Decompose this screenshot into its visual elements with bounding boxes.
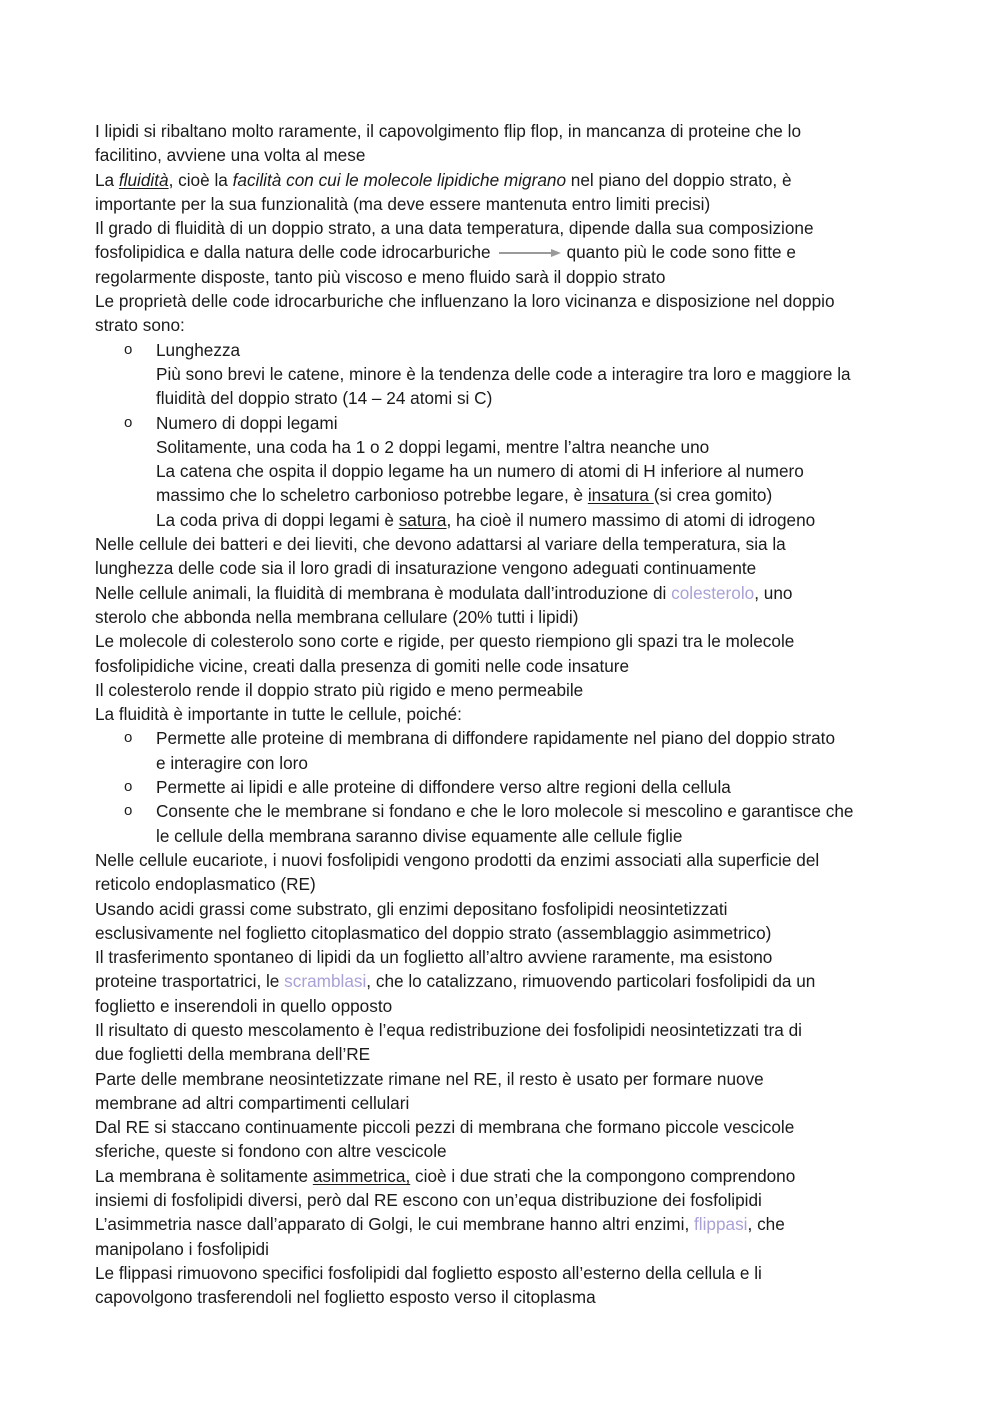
term-fluidita: fluidità — [118, 169, 169, 190]
text-line: Parte delle membrane neosintetizzate rimane nel RE, il resto è usato per formare nuove — [95, 1068, 764, 1089]
term-satura: satura — [398, 509, 447, 530]
text-line: facilitino, avviene una volta al mese — [95, 145, 366, 166]
text-line: proteine trasportatrici, le scramblasi, che lo catalizzano, rimuovendo particolari fosfolipidi da un — [95, 971, 816, 992]
term-insatura: insatura — [587, 485, 654, 506]
text-line: fosfolipidica e dalla natura delle code idrocarburiche quanto più le code sono fitte e — [95, 242, 796, 263]
bullet-marker: o — [124, 340, 133, 358]
text-line: sterolo che abbonda nella membrana cellulare (20% tutti i lipidi) — [95, 606, 579, 627]
text-line: La fluidità, cioè la facilità con cui le molecole lipidiche migrano nel piano del doppio strato, è — [95, 169, 792, 190]
bullet-marker: o — [124, 729, 133, 747]
text-line: Il risultato di questo mescolamento è l’equa redistribuzione dei fosfolipidi neosintetizzati tra di — [95, 1019, 802, 1040]
text-line: esclusivamente nel foglietto citoplasmatico del doppio strato (assemblaggio asimmetrico) — [95, 922, 772, 943]
text-line: due foglietti della membrana dell’RE — [95, 1044, 371, 1065]
text-line: e interagire con loro — [156, 752, 308, 773]
text-line: Solitamente, una coda ha 1 o 2 doppi legami, mentre l’altra neanche uno — [156, 436, 710, 457]
text-line: fluidità del doppio strato (14 – 24 atomi si C) — [156, 388, 493, 409]
list-item: o Numero di doppi legami — [95, 411, 925, 435]
text-line: Il colesterolo rende il doppio strato più rigido e meno permeabile — [95, 679, 584, 700]
text-line: Più sono brevi le catene, minore è la tendenza delle code a interagire tra loro e maggiore la — [156, 363, 851, 384]
text-line: le cellule della membrana saranno divise equamente alle cellule figlie — [156, 825, 683, 846]
text-line: La membrana è solitamente asimmetrica, cioè i due strati che la compongono comprendono — [95, 1165, 796, 1186]
text-line: regolarmente disposte, tanto più viscoso e meno fluido sarà il doppio strato — [95, 266, 666, 287]
text-line: Il grado di fluidità di un doppio strato, a una data temperatura, dipende dalla sua composizione — [95, 218, 814, 239]
text-line: Le molecole di colesterolo sono corte e rigide, per questo riempiono gli spazi tra le molecole — [95, 631, 795, 652]
text-line: strato sono: — [95, 315, 185, 336]
text-line: La fluidità è importante in tutte le cellule, poiché: — [95, 704, 462, 725]
text-line: Le flippasi rimuovono specifici fosfolipidi dal foglietto esposto all’esterno della cellula e li — [95, 1262, 762, 1283]
term-flippasi: flippasi — [694, 1214, 748, 1235]
text-line: I lipidi si ribaltano molto raramente, il capovolgimento flip flop, in mancanza di proteine che lo — [95, 121, 802, 141]
text-line: Usando acidi grassi come substrato, gli enzimi depositano fosfolipidi neosintetizzati — [95, 898, 728, 919]
term-scramblasi: scramblasi — [284, 971, 367, 992]
term-asimmetrica: asimmetrica, — [312, 1165, 411, 1186]
text-line: L’asimmetria nasce dall’apparato di Golgi, le cui membrane hanno altri enzimi, flippasi, che — [95, 1214, 785, 1235]
bullet-marker: o — [124, 778, 133, 796]
text-line: capovolgono trasferendoli nel foglietto esposto verso il citoplasma — [95, 1287, 596, 1308]
definition-italic: facilità con cui le molecole lipidiche migrano — [232, 169, 567, 190]
text-line: Dal RE si staccano continuamente piccoli pezzi di membrana che formano piccole vescicole — [95, 1117, 795, 1138]
list-item: o Permette ai lipidi e alle proteine di diffondere verso altre regioni della cellula — [95, 775, 925, 799]
text-line: massimo che lo scheletro carbonioso potrebbe legare, è insatura (si crea gomito) — [156, 485, 773, 506]
text-line: insiemi di fosfolipidi diversi, però dal RE escono con un’equa distribuzione dei fosfolipidi — [95, 1190, 762, 1211]
text-line: reticolo endoplasmatico (RE) — [95, 874, 316, 895]
text-line: Nelle cellule eucariote, i nuovi fosfolipidi vengono prodotti da enzimi associati alla superficie del — [95, 849, 820, 870]
text-line: La catena che ospita il doppio legame ha un numero di atomi di H inferiore al numero — [156, 461, 804, 482]
term-colesterolo: colesterolo — [671, 582, 755, 603]
text-line: La coda priva di doppi legami è satura, ha cioè il numero massimo di atomi di idrogeno — [156, 509, 816, 530]
text-line: foglietto e inserendoli in quello opposto — [95, 995, 393, 1016]
text-line: lunghezza delle code sia il loro gradi di insaturazione vengono adeguati continuamente — [95, 558, 757, 579]
bullet-marker: o — [124, 413, 133, 431]
text-line: Il trasferimento spontaneo di lipidi da un foglietto all’altro avviene raramente, ma esistono — [95, 947, 773, 968]
text-line: Nelle cellule animali, la fluidità di membrana è modulata dall’introduzione di colesterolo, uno — [95, 582, 793, 603]
text-line: membrane ad altri compartimenti cellulari — [95, 1092, 410, 1113]
right-arrow-icon — [499, 248, 561, 258]
text-line: importante per la sua funzionalità (ma deve essere mantenuta entro limiti precisi) — [95, 193, 711, 214]
text-line: Nelle cellule dei batteri e dei lieviti, che devono adattarsi al variare della temperatura, sia la — [95, 534, 786, 555]
list-item: o Lunghezza — [95, 338, 925, 362]
document-body — [95, 119, 925, 1310]
bullet-marker: o — [124, 802, 133, 820]
text-line: manipolano i fosfolipidi — [95, 1238, 269, 1259]
list-item: o Permette alle proteine di membrana di diffondere rapidamente nel piano del doppio strato — [95, 726, 925, 750]
list-item: o Consente che le membrane si fondano e che le loro molecole si mescolino e garantisce che — [95, 799, 925, 823]
text-line: sferiche, queste si fondono con altre vescicole — [95, 1141, 447, 1162]
text-line: Le proprietà delle code idrocarburiche che influenzano la loro vicinanza e disposizione nel doppio — [95, 291, 835, 312]
text-line: fosfolipidiche vicine, creati dalla presenza di gomiti nelle code insature — [95, 655, 630, 676]
